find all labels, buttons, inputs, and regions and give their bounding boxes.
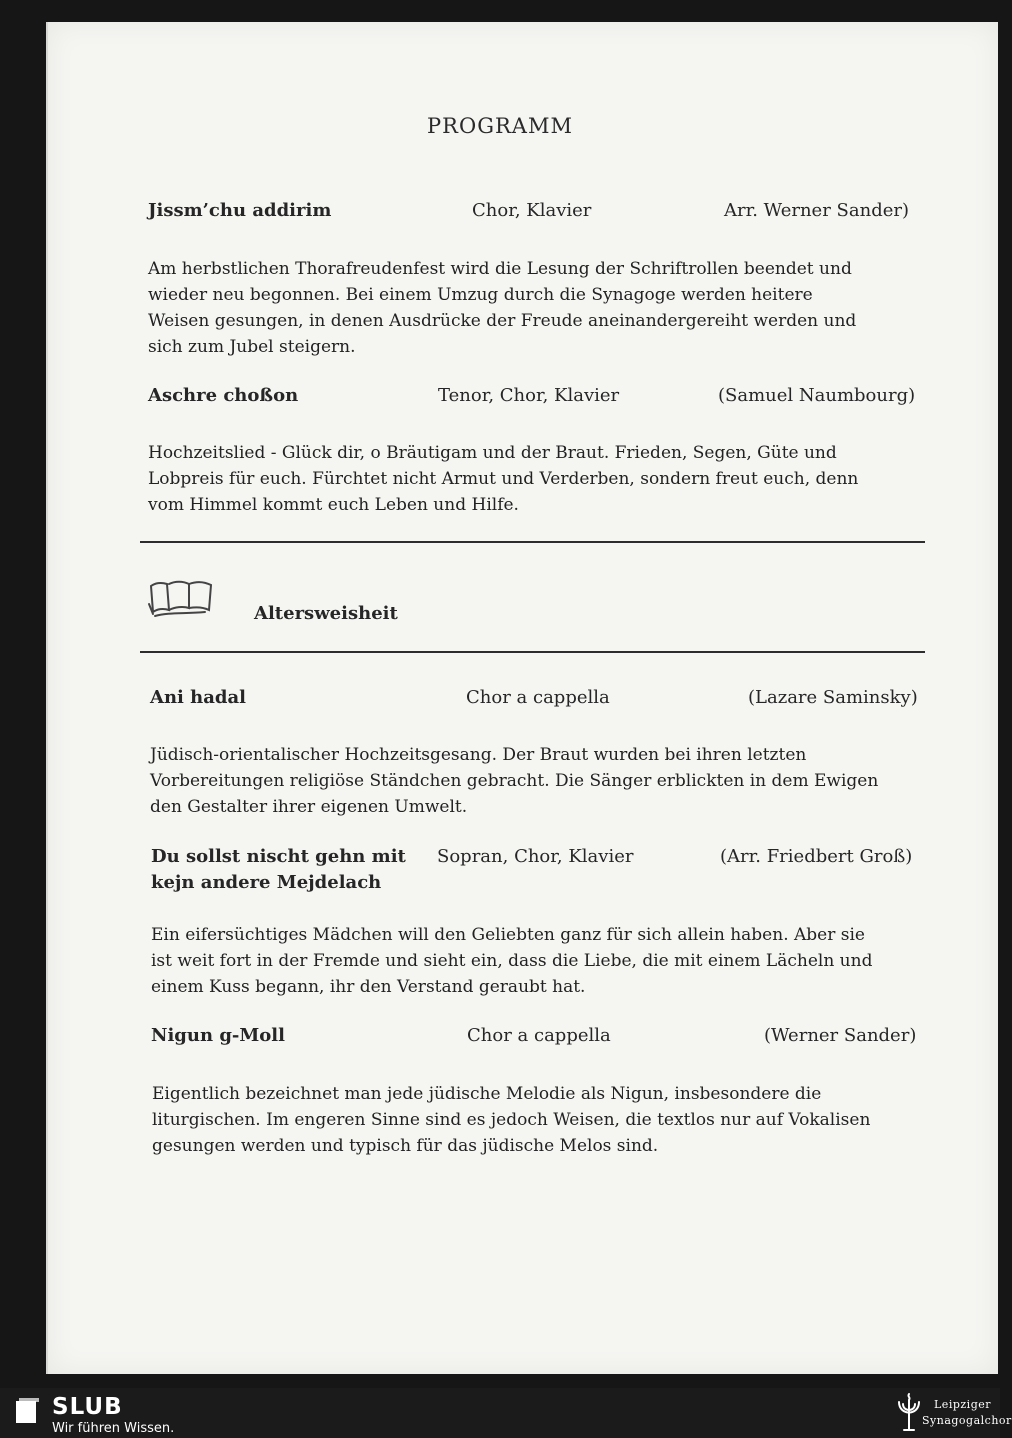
section-rule-bottom [140,651,925,653]
slub-tagline: Wir führen Wissen. [52,1421,175,1436]
piece-voices: Chor a cappella [466,687,610,708]
description-line: vom Himmel kommt euch Leben und Hilfe. [148,495,519,515]
partner-name-line1: Leipziger [934,1398,991,1411]
piece-title: Du sollst nischt gehn mit [151,846,406,867]
piece-composer: (Lazare Saminsky) [748,687,918,708]
piece-description [150,742,878,820]
slub-brand[interactable]: SLUB [52,1394,123,1420]
page-title: PROGRAMM [427,114,573,138]
piece-voices: Chor a cappella [467,1025,611,1046]
partner-name-line2: Synagogalchor [922,1414,1012,1427]
description-line: wieder neu begonnen. Bei einem Umzug durch die Synagoge werden heitere [148,285,813,305]
section-title: Altersweisheit [254,603,398,624]
piece-title: Ani hadal [150,687,246,708]
piece-title: Jissm’chu addirim [148,200,332,221]
description-line: Am herbstlichen Thorafreudenfest wird die Lesung der Schriftrollen beendet und [148,259,852,279]
footer-bar [0,1388,1012,1438]
piece-voices: Sopran, Chor, Klavier [437,846,634,867]
description-line: den Gestalter ihrer eigenen Umwelt. [150,797,468,817]
description-line: einem Kuss begann, ihr den Verstand geraubt hat. [151,977,586,997]
menorah-icon [894,1392,924,1438]
piece-description [148,440,858,518]
book-icon [145,574,215,626]
description-line: Eigentlich bezeichnet man jede jüdische Melodie als Nigun, insbesondere die [152,1084,822,1104]
description-line: Weisen gesungen, in denen Ausdrücke der Freude aneinandergereiht werden und [148,311,857,331]
piece-composer: (Werner Sander) [764,1025,917,1046]
piece-composer: Arr. Werner Sander) [724,200,909,221]
piece-voices: Tenor, Chor, Klavier [438,385,620,406]
description-line: sich zum Jubel steigern. [148,337,356,357]
piece-composer: (Arr. Friedbert Groß) [720,846,913,867]
piece-title: Aschre choßon [148,385,299,406]
piece-description [152,1081,870,1159]
description-line: gesungen werden und typisch für das jüdische Melos sind. [152,1136,659,1156]
description-line: liturgischen. Im engeren Sinne sind es jedoch Weisen, die textlos nur auf Vokalisen [152,1110,871,1130]
slub-logo-icon [14,1398,42,1430]
piece-description [151,922,872,1000]
description-line: Hochzeitslied - Glück dir, o Bräutigam und der Braut. Frieden, Segen, Güte und [148,443,837,463]
piece-composer: (Samuel Naumbourg) [718,385,916,406]
piece-voices: Chor, Klavier [472,200,592,221]
section-rule-top [140,541,925,543]
piece-title-cont: kejn andere Mejdelach [151,872,382,893]
piece-title: Nigun g-Moll [151,1025,285,1046]
piece-description [148,256,856,360]
description-line: Jüdisch-orientalischer Hochzeitsgesang. Der Braut wurden bei ihren letzten [150,745,807,765]
description-line: Ein eifersüchtiges Mädchen will den Geliebten ganz für sich allein haben. Aber sie [151,925,865,945]
description-line: Lobpreis für euch. Fürchtet nicht Armut und Verderben, sondern freut euch, denn [148,469,859,489]
description-line: ist weit fort in der Fremde und sieht ein, dass die Liebe, die mit einem Lächeln und [151,951,873,971]
description-line: Vorbereitungen religiöse Ständchen gebracht. Die Sänger erblickten in dem Ewigen [150,771,879,791]
